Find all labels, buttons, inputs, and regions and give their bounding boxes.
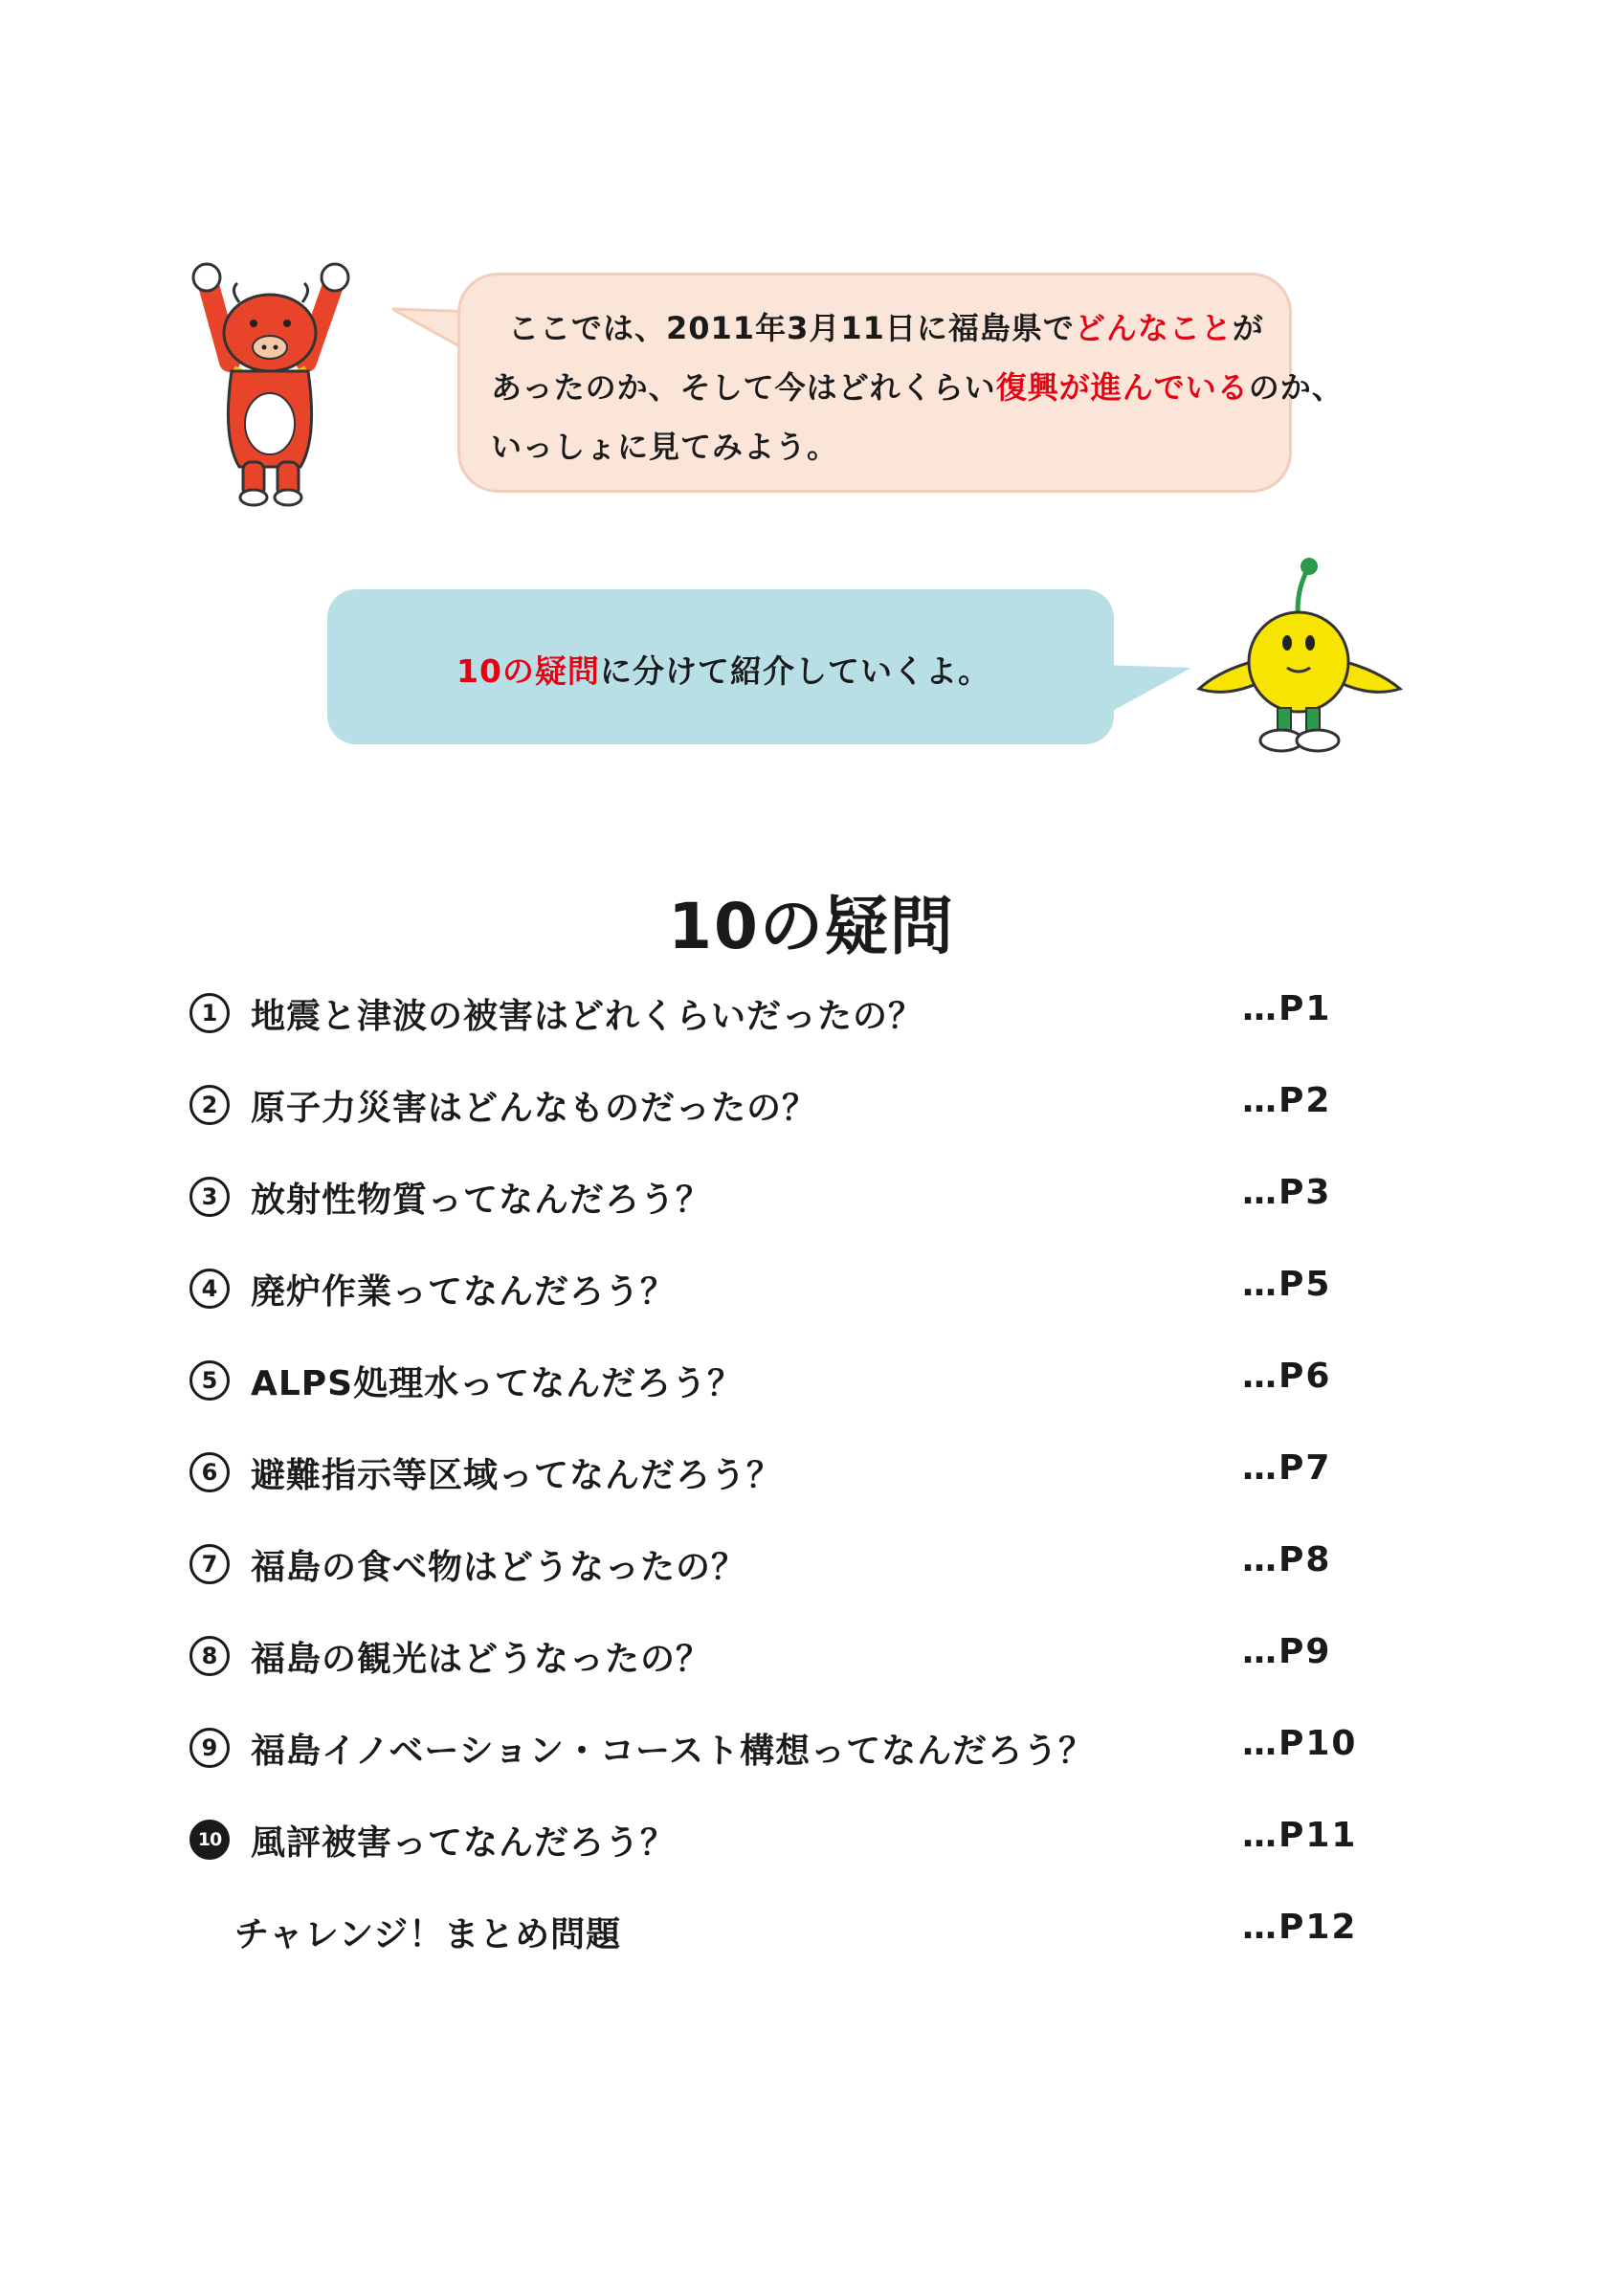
toc-item-page: …P12 xyxy=(1242,1908,1358,1947)
intro-text: あったのか、そして今はどれくらい xyxy=(491,369,996,406)
toc-item xyxy=(0,1077,1623,1135)
toc-item-text: 原子力災害はどんなものだったの？ xyxy=(251,1089,818,1128)
toc-item-challenge xyxy=(0,1904,1623,1961)
toc-item xyxy=(0,1353,1623,1410)
intro-highlight: 復興が進んでいる xyxy=(995,369,1249,406)
intro-text: が xyxy=(1232,310,1264,346)
circled-number: 2 xyxy=(189,1085,230,1125)
circled-number: 3 xyxy=(189,1177,230,1217)
toc-item-text: 風評被害ってなんだろう？ xyxy=(251,1823,677,1863)
intro-text: ここでは、2011年3月11日に福島県で xyxy=(508,310,1075,346)
toc-item xyxy=(0,1720,1623,1777)
toc-item-page: …P6 xyxy=(1242,1357,1332,1396)
toc-item-page: …P2 xyxy=(1242,1081,1332,1120)
toc-item-text: チャレンジ！まとめ問題 xyxy=(234,1915,622,1954)
circled-number: 8 xyxy=(189,1636,230,1676)
toc-title: 10の疑問 xyxy=(668,890,955,963)
toc-item xyxy=(0,1536,1623,1594)
speech-bubble-tail xyxy=(1101,660,1191,727)
toc-item-text: 避難指示等区域ってなんだろう？ xyxy=(251,1456,783,1495)
intro-highlight: どんなこと xyxy=(1074,310,1233,346)
toc-item-text: 福島の食べ物はどうなったの？ xyxy=(251,1548,747,1587)
circled-number: 10 xyxy=(189,1820,230,1860)
intro-line-3: いっしょに見てみよう。 xyxy=(491,429,839,465)
circled-number: 4 xyxy=(189,1269,230,1309)
toc-item xyxy=(0,1261,1623,1318)
toc-item-page: …P10 xyxy=(1242,1724,1358,1763)
toc-item-text: ALPS処理水ってなんだろう？ xyxy=(251,1364,744,1403)
intro-line-1 xyxy=(508,304,1264,348)
toc-item xyxy=(0,1445,1623,1502)
toc-item-page: …P8 xyxy=(1242,1540,1332,1579)
toc-item xyxy=(0,1628,1623,1686)
circled-number: 7 xyxy=(189,1544,230,1584)
toc-item-text: 福島イノベーション・コースト構想ってなんだろう？ xyxy=(251,1732,1095,1771)
toc-item xyxy=(0,1812,1623,1869)
intro-line-2 xyxy=(491,364,1344,408)
toc-item-page: …P9 xyxy=(1242,1632,1332,1671)
circled-number: 6 xyxy=(189,1452,230,1492)
intro-speech-bubble xyxy=(457,273,1344,493)
sub-bubble-line xyxy=(456,647,990,692)
yellow-bird-mascot-illustration xyxy=(1191,555,1410,761)
red-cow-mascot-illustration xyxy=(163,256,381,507)
circled-number: 1 xyxy=(189,993,230,1033)
toc-item-page: …P7 xyxy=(1242,1448,1332,1488)
sub-bubble-text: に分けて紹介していくよ。 xyxy=(599,652,990,690)
toc-item-text: 地震と津波の被害はどれくらいだったの？ xyxy=(251,997,924,1036)
circled-number: 5 xyxy=(189,1360,230,1401)
toc-item xyxy=(0,985,1623,1043)
toc-item xyxy=(0,1169,1623,1226)
toc-item-page: …P3 xyxy=(1242,1173,1332,1212)
toc-item-page: …P5 xyxy=(1242,1265,1332,1304)
toc-item-text: 福島の観光はどうなったの？ xyxy=(251,1640,712,1679)
sub-bubble-highlight: 10の疑問 xyxy=(456,652,600,690)
circled-number: 9 xyxy=(189,1728,230,1768)
intro-text: のか、 xyxy=(1248,369,1344,406)
toc-item-text: 廃炉作業ってなんだろう？ xyxy=(251,1272,677,1312)
sub-speech-bubble xyxy=(327,589,1114,744)
toc-item-page: …P1 xyxy=(1242,989,1332,1028)
toc-item-text: 放射性物質ってなんだろう？ xyxy=(251,1181,712,1220)
toc-item-page: …P11 xyxy=(1242,1816,1358,1855)
